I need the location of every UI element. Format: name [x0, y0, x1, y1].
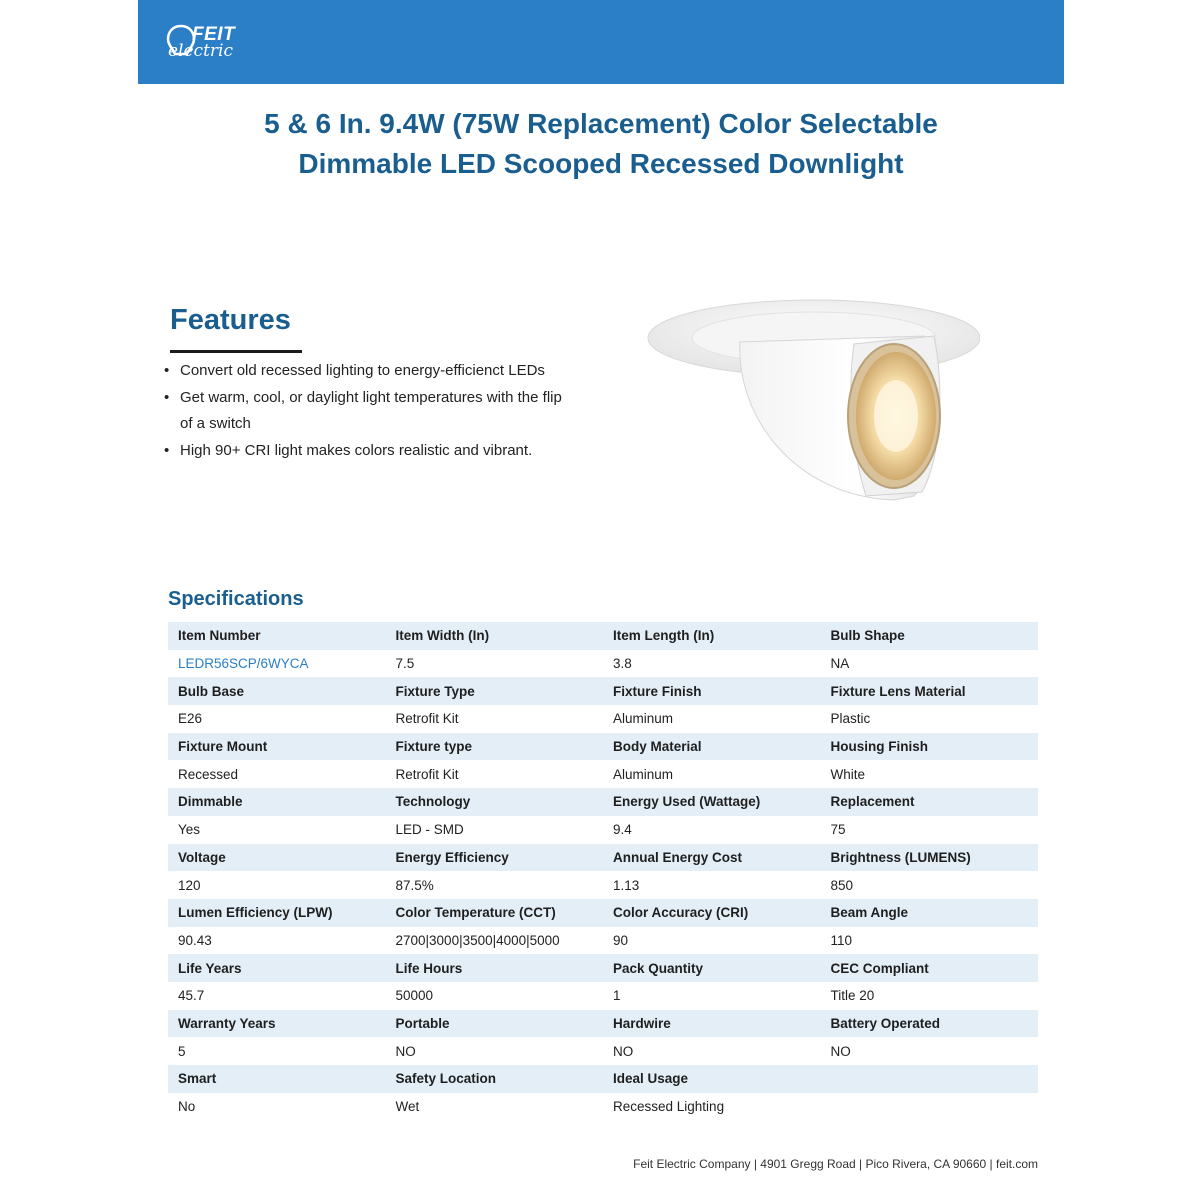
spec-value: Aluminum	[603, 705, 821, 733]
spec-value-row	[168, 1093, 1038, 1121]
spec-label: Battery Operated	[821, 1010, 1039, 1038]
spec-value: Yes	[168, 816, 386, 844]
spec-label: Portable	[386, 1010, 604, 1038]
spec-label: Bulb Shape	[821, 622, 1039, 650]
spec-value: Aluminum	[603, 760, 821, 788]
spec-label: Bulb Base	[168, 677, 386, 705]
spec-value: Retrofit Kit	[386, 705, 604, 733]
spec-label-row	[168, 844, 1038, 872]
spec-value: 3.8	[603, 650, 821, 678]
spec-label	[821, 1065, 1039, 1093]
features-heading: Features	[170, 304, 291, 336]
spec-label-row	[168, 1065, 1038, 1093]
item-number-link[interactable]: LEDR56SCP/6WYCA	[168, 650, 386, 678]
spec-label-row	[168, 788, 1038, 816]
spec-label-row	[168, 1010, 1038, 1038]
spec-value: 87.5%	[386, 871, 604, 899]
spec-value-row	[168, 871, 1038, 899]
spec-value: 45.7	[168, 982, 386, 1010]
spec-value: 120	[168, 871, 386, 899]
spec-value: 50000	[386, 982, 604, 1010]
spec-label: Life Years	[168, 954, 386, 982]
spec-value: 1.13	[603, 871, 821, 899]
product-title-line-1: 5 & 6 In. 9.4W (75W Replacement) Color Selectable	[264, 108, 938, 139]
specifications-heading: Specifications	[168, 588, 304, 610]
spec-label: Body Material	[603, 733, 821, 761]
spec-value-row	[168, 760, 1038, 788]
spec-value-row	[168, 927, 1038, 955]
spec-value: E26	[168, 705, 386, 733]
spec-value-row	[168, 982, 1038, 1010]
spec-label: Lumen Efficiency (LPW)	[168, 899, 386, 927]
spec-value: Wet	[386, 1093, 604, 1121]
spec-label-row	[168, 622, 1038, 650]
spec-label: Voltage	[168, 844, 386, 872]
spec-label: Fixture Finish	[603, 677, 821, 705]
spec-value	[821, 1093, 1039, 1121]
spec-label: Fixture Mount	[168, 733, 386, 761]
spec-value: 2700|3000|3500|4000|5000	[386, 927, 604, 955]
spec-label: Safety Location	[386, 1065, 604, 1093]
spec-label: Fixture type	[386, 733, 604, 761]
spec-label: Color Accuracy (CRI)	[603, 899, 821, 927]
spec-label-row	[168, 954, 1038, 982]
spec-value: Recessed	[168, 760, 386, 788]
spec-value-row	[168, 650, 1038, 678]
spec-value: 75	[821, 816, 1039, 844]
feit-electric-logo	[166, 24, 262, 64]
header-band	[138, 0, 1064, 84]
spec-value: White	[821, 760, 1039, 788]
spec-sheet-page	[138, 0, 1064, 1200]
spec-label: Warranty Years	[168, 1010, 386, 1038]
spec-label: Item Width (In)	[386, 622, 604, 650]
spec-label: Smart	[168, 1065, 386, 1093]
product-title	[138, 104, 1064, 184]
spec-value: 1	[603, 982, 821, 1010]
spec-label-row	[168, 677, 1038, 705]
spec-value: 90.43	[168, 927, 386, 955]
spec-value-row	[168, 705, 1038, 733]
specifications-table	[168, 622, 1038, 1120]
spec-value: 90	[603, 927, 821, 955]
spec-label-row	[168, 899, 1038, 927]
spec-value: NO	[386, 1037, 604, 1065]
product-image	[644, 296, 980, 508]
spec-label: Pack Quantity	[603, 954, 821, 982]
spec-label-row	[168, 733, 1038, 761]
spec-label: Annual Energy Cost	[603, 844, 821, 872]
spec-value: Title 20	[821, 982, 1039, 1010]
spec-label: Energy Used (Wattage)	[603, 788, 821, 816]
spec-label: Brightness (LUMENS)	[821, 844, 1039, 872]
spec-label: Life Hours	[386, 954, 604, 982]
spec-label: Item Length (In)	[603, 622, 821, 650]
spec-label: Housing Finish	[821, 733, 1039, 761]
spec-value: Recessed Lighting	[603, 1093, 821, 1121]
spec-value: NO	[821, 1037, 1039, 1065]
spec-value: 110	[821, 927, 1039, 955]
spec-value: Plastic	[821, 705, 1039, 733]
spec-value-row	[168, 816, 1038, 844]
spec-label: Item Number	[168, 622, 386, 650]
spec-value: 7.5	[386, 650, 604, 678]
spec-label: Technology	[386, 788, 604, 816]
spec-label: Fixture Type	[386, 677, 604, 705]
spec-label: CEC Compliant	[821, 954, 1039, 982]
spec-value-row	[168, 1037, 1038, 1065]
spec-label: Hardwire	[603, 1010, 821, 1038]
spec-value: 850	[821, 871, 1039, 899]
spec-label: Ideal Usage	[603, 1065, 821, 1093]
logo-word-electric: electric	[168, 41, 233, 61]
spec-value: 5	[168, 1037, 386, 1065]
spec-label: Beam Angle	[821, 899, 1039, 927]
spec-label: Replacement	[821, 788, 1039, 816]
spec-label: Dimmable	[168, 788, 386, 816]
feature-item: • High 90+ CRI light makes colors realistic and vibrant.	[164, 438, 564, 464]
feature-item: • Convert old recessed lighting to energy-efficienct LEDs	[164, 358, 564, 384]
features-underline	[170, 350, 302, 353]
spec-label: Energy Efficiency	[386, 844, 604, 872]
spec-value: No	[168, 1093, 386, 1121]
logo-word-feit: FEIT	[192, 24, 236, 45]
spec-label: Fixture Lens Material	[821, 677, 1039, 705]
footer-contact: Feit Electric Company | 4901 Gregg Road | Pico Rivera, CA 90660 | feit.com	[633, 1157, 1038, 1171]
feature-item: • Get warm, cool, or daylight light temperatures with the flip of a switch	[164, 385, 564, 437]
product-title-line-2: Dimmable LED Scooped Recessed Downlight	[298, 148, 904, 179]
spec-label: Color Temperature (CCT)	[386, 899, 604, 927]
spec-value: LED - SMD	[386, 816, 604, 844]
spec-value: NO	[603, 1037, 821, 1065]
features-list	[164, 358, 564, 465]
spec-value: NA	[821, 650, 1039, 678]
spec-value: 9.4	[603, 816, 821, 844]
spec-value: Retrofit Kit	[386, 760, 604, 788]
